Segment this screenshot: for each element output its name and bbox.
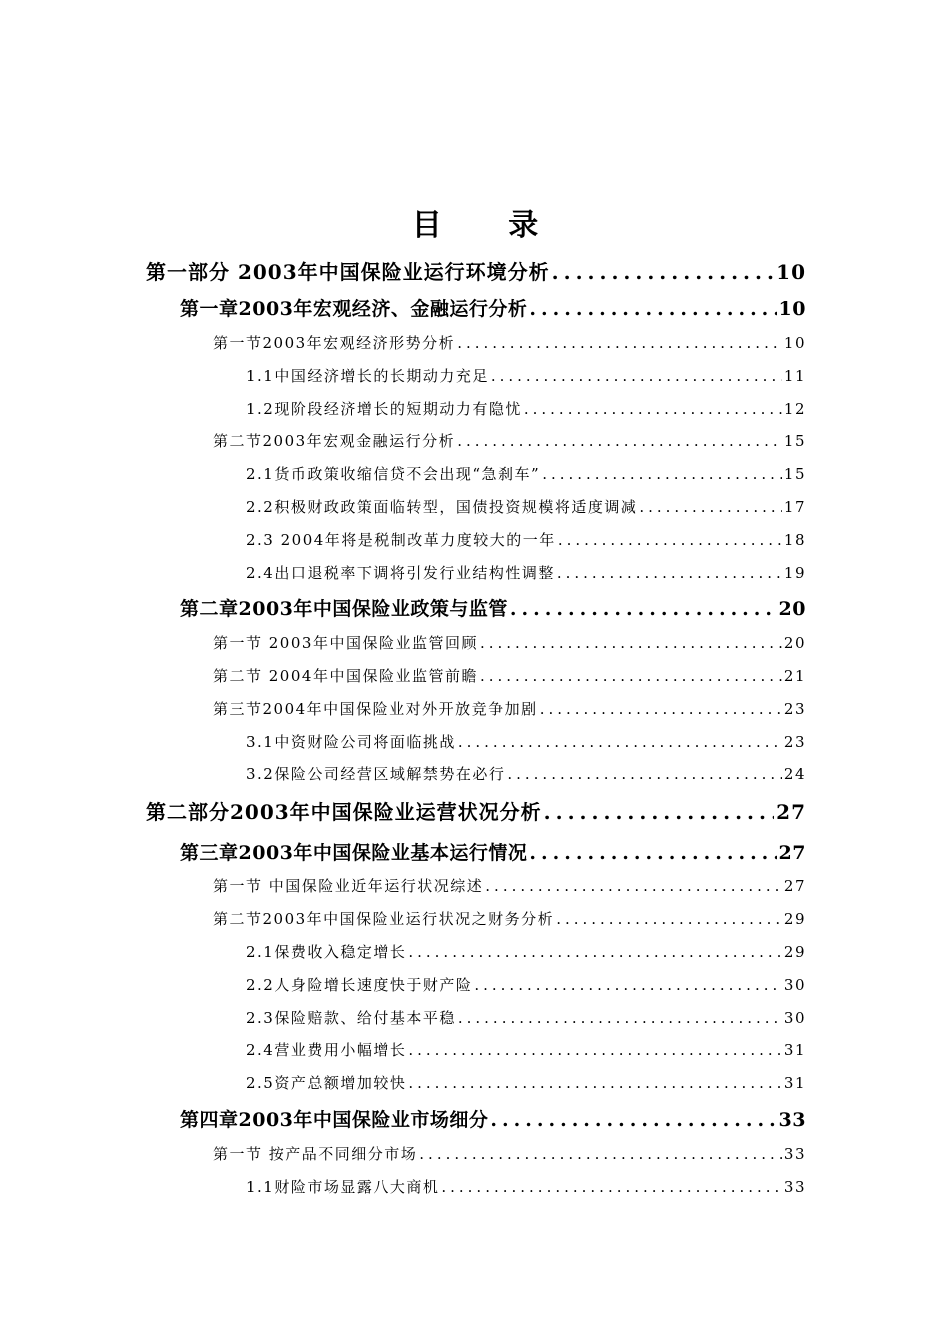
toc-entry-level2[interactable] [180, 594, 806, 624]
toc-leader-dots [457, 432, 782, 450]
toc-entry-level1[interactable] [146, 796, 806, 826]
toc-leader-dots [480, 634, 782, 652]
toc-page-number: 12 [783, 400, 806, 418]
toc-leader-dots [540, 700, 782, 718]
toc-entry-level4[interactable] [246, 1039, 806, 1063]
toc-entry-text: 2.4出口退税率下调将引发行业结构性调整 [246, 564, 555, 582]
toc-page-number: 10 [783, 334, 806, 352]
toc-page-number: 18 [783, 531, 806, 549]
toc-leader-dots [408, 1041, 782, 1059]
toc-entry-level4[interactable] [246, 398, 806, 422]
toc-entry-level4[interactable] [246, 365, 806, 389]
toc-page-number: 17 [783, 498, 806, 516]
toc-entry-level3[interactable] [213, 430, 806, 454]
toc-page-number: 10 [778, 298, 806, 320]
toc-leader-dots [491, 367, 782, 385]
toc-entry-text: 2.5资产总额增加较快 [246, 1074, 407, 1092]
toc-page-number: 33 [783, 1145, 806, 1163]
toc-entry-text: 1.2现阶段经济增长的短期动力有隐忧 [246, 400, 522, 418]
toc-page-number: 31 [783, 1041, 806, 1059]
toc-leader-dots [529, 842, 776, 864]
toc-leader-dots [458, 733, 782, 751]
toc-leader-dots [544, 800, 774, 824]
toc-entry-text: 第一节 按产品不同细分市场 [213, 1145, 418, 1163]
toc-page-number: 29 [783, 943, 806, 961]
toc-leader-dots [485, 877, 782, 895]
toc-page-number: 19 [783, 564, 806, 582]
toc-entry-level4[interactable] [246, 763, 806, 787]
toc-entry-level4[interactable] [246, 941, 806, 965]
toc-entry-text: 第二节2003年宏观金融运行分析 [213, 432, 456, 450]
toc-entry-text: 第四章2003年中国保险业市场细分 [180, 1109, 489, 1131]
toc-entry-level3[interactable] [213, 632, 806, 656]
toc-entry-text: 1.1中国经济增长的长期动力充足 [246, 367, 489, 385]
toc-entry-text: 2.2积极财政政策面临转型，国债投资规模将适度调减 [246, 498, 638, 516]
toc-leader-dots [457, 334, 782, 352]
toc-leader-dots [474, 976, 782, 994]
toc-entry-level3[interactable] [213, 875, 806, 899]
toc-entry-level4[interactable] [246, 1007, 806, 1031]
toc-page-number: 24 [783, 765, 806, 783]
toc-entry-text: 3.1中资财险公司将面临挑战 [246, 733, 456, 751]
toc-entry-level4[interactable] [246, 1072, 806, 1096]
toc-entry-text: 第一节 2003年中国保险业监管回顾 [213, 634, 478, 652]
toc-entry-level3[interactable] [213, 908, 806, 932]
toc-entry-text: 第一节2003年宏观经济形势分析 [213, 334, 456, 352]
toc-entry-level4[interactable] [246, 529, 806, 553]
toc-entry-text: 第二章2003年中国保险业政策与监管 [180, 598, 508, 620]
toc-leader-dots [510, 598, 777, 620]
toc-page-number: 15 [783, 465, 806, 483]
toc-entry-text: 2.1货币政策收缩信贷不会出现“急刹车” [246, 465, 541, 483]
toc-entry-level3[interactable] [213, 665, 806, 689]
toc-entry-level3[interactable] [213, 332, 806, 356]
toc-entry-text: 第二节 2004年中国保险业监管前瞻 [213, 667, 478, 685]
toc-leader-dots [419, 1145, 782, 1163]
toc-leader-dots [639, 498, 782, 516]
toc-entry-level2[interactable] [180, 838, 806, 868]
toc-entry-text: 第二部分2003年中国保险业运营状况分析 [146, 800, 542, 824]
toc-leader-dots [524, 400, 782, 418]
toc-entry-level3[interactable] [213, 1143, 806, 1167]
toc-leader-dots [552, 260, 775, 284]
toc-page-number: 27 [778, 842, 806, 864]
toc-leader-dots [408, 1074, 782, 1092]
toc-page-number: 10 [776, 260, 806, 284]
toc-page-number: 33 [778, 1109, 806, 1131]
toc-leader-dots [458, 1009, 782, 1027]
toc-title: 目 录 [411, 208, 567, 243]
toc-entry-text: 第一部分 2003年中国保险业运行环境分析 [146, 260, 550, 284]
toc-entry-level4[interactable] [246, 974, 806, 998]
toc-page-number: 21 [783, 667, 806, 685]
toc-entry-text: 第二节2003年中国保险业运行状况之财务分析 [213, 910, 555, 928]
toc-entry-text: 1.1财险市场显露八大商机 [246, 1178, 440, 1196]
toc-leader-dots [480, 667, 782, 685]
toc-entry-level4[interactable] [246, 731, 806, 755]
toc-entry-level2[interactable] [180, 294, 806, 324]
toc-entry-level2[interactable] [180, 1105, 806, 1135]
toc-page-number: 33 [783, 1178, 806, 1196]
toc-entry-level1[interactable] [146, 256, 806, 286]
toc-page-number: 27 [776, 800, 806, 824]
toc-leader-dots [441, 1178, 782, 1196]
toc-entry-text: 第三节2004年中国保险业对外开放竞争加剧 [213, 700, 538, 718]
toc-entry-text: 2.2人身险增长速度快于财产险 [246, 976, 473, 994]
toc-page-number: 23 [783, 733, 806, 751]
toc-entry-level4[interactable] [246, 496, 806, 520]
toc-page-number: 29 [783, 910, 806, 928]
toc-entry-text: 2.3保险赔款、给付基本平稳 [246, 1009, 456, 1027]
toc-entry-text: 第一章2003年宏观经济、金融运行分析 [180, 298, 528, 320]
toc-entry-text: 3.2保险公司经营区域解禁势在必行 [246, 765, 506, 783]
toc-page-number: 27 [783, 877, 806, 895]
toc-leader-dots [408, 943, 782, 961]
toc-leader-dots [556, 910, 782, 928]
toc-leader-dots [557, 564, 782, 582]
toc-entry-text: 2.4营业费用小幅增长 [246, 1041, 407, 1059]
toc-leader-dots [558, 531, 782, 549]
toc-page-number: 30 [783, 1009, 806, 1027]
toc-entry-text: 第三章2003年中国保险业基本运行情况 [180, 842, 528, 864]
toc-page-number: 11 [783, 367, 806, 385]
toc-page-number: 31 [783, 1074, 806, 1092]
toc-entry-text: 第一节 中国保险业近年运行状况综述 [213, 877, 484, 895]
toc-entry-level4[interactable] [246, 463, 806, 487]
toc-entry-level3[interactable] [213, 698, 806, 722]
toc-entry-text: 2.3 2004年将是税制改革力度较大的一年 [246, 531, 556, 549]
toc-leader-dots [529, 298, 776, 320]
toc-leader-dots [507, 765, 782, 783]
toc-page-number: 30 [783, 976, 806, 994]
toc-page-number: 20 [783, 634, 806, 652]
toc-page-number: 20 [778, 598, 806, 620]
toc-entry-text: 2.1保费收入稳定增长 [246, 943, 407, 961]
toc-leader-dots [490, 1109, 776, 1131]
toc-entry-level4[interactable] [246, 1176, 806, 1200]
toc-page-number: 15 [783, 432, 806, 450]
toc-entry-level4[interactable] [246, 562, 806, 586]
toc-page-number: 23 [783, 700, 806, 718]
toc-leader-dots [542, 465, 782, 483]
